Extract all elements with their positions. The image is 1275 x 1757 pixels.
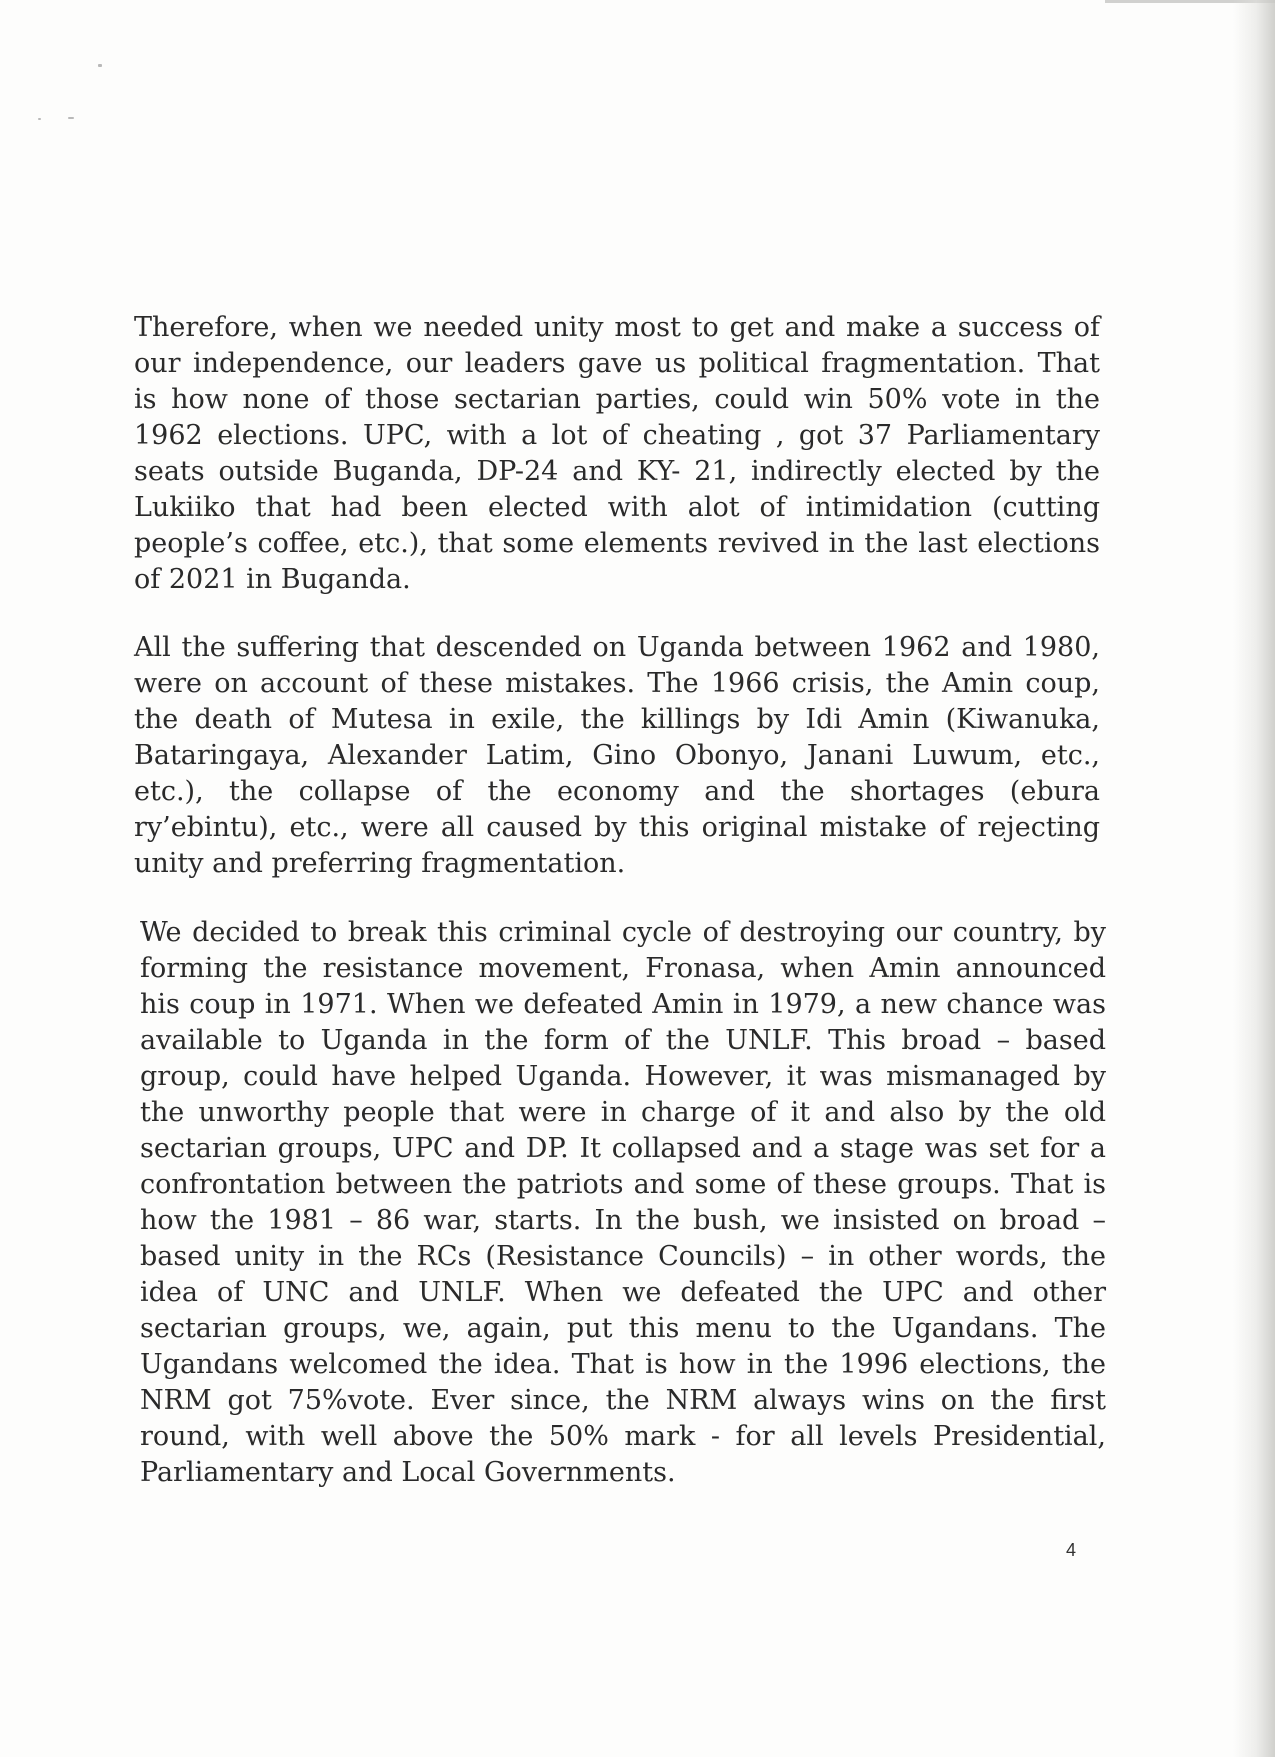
paragraph-3: We decided to break this criminal cycle of destroying our country, by forming the resistance movement, Fronasa, when Amin announced his coup in 1971. When we defeated Amin in 1979, a new chance was available to Uganda in the form of the UNLF. This broad – based group, could have helped Uganda. However, it was mismanaged by the unworthy people that were in charge of it and also by the old sectarian groups, UPC and DP. It collapsed and a stage was set for a confrontation between the patriots and some of these groups. That is how the 1981 – 86 war, starts. In the bush, we insisted on broad – based unity in the RCs (Resistance Councils) – in other words, the idea of UNC and UNLF. When we defeated the UPC and other sectarian groups, we, again, put this menu to the Ugandans. The Ugandans welcomed the idea. That is how in the 1996 elections, the NRM got 75%vote. Ever since, the NRM always wins on the first round, with well above the 50% mark - for all levels Presidential, Parliamentary and Local Governments. xyxy=(140,917,1106,1488)
paragraph-1: Therefore, when we needed unity most to get and make a success of our independence, our leaders gave us political fragmentation. That is how none of those sectarian parties, could win 50% vote in the 1962 elections. UPC, with a lot of cheating , got 37 Parliamentary seats outside Buganda, DP-24 and KY- 21, indirectly elected by the Lukiiko that had been elected with alot of intimidation (cutting people’s coffee, etc.), that some elements revived in the last elections of 2021 in Buganda. xyxy=(134,312,1100,595)
scan-speck xyxy=(68,117,74,119)
scan-speck xyxy=(38,118,41,120)
page-number: 4 xyxy=(1066,1540,1077,1560)
scan-speck xyxy=(98,64,102,67)
scan-edge-shadow xyxy=(1233,0,1275,1757)
paragraph-2: All the suffering that descended on Uganda between 1962 and 1980, were on account of these mistakes. The 1966 crisis, the Amin coup, the death of Mutesa in exile, the killings by Idi Amin (Kiwanuka, Bataringaya, Alexander Latim, Gino Obonyo, Janani Luwum, etc., etc.), the collapse of the economy and the shortages (ebura ry’ebintu), etc., were all caused by this original mistake of rejecting unity and preferring fragmentation. xyxy=(134,632,1100,879)
